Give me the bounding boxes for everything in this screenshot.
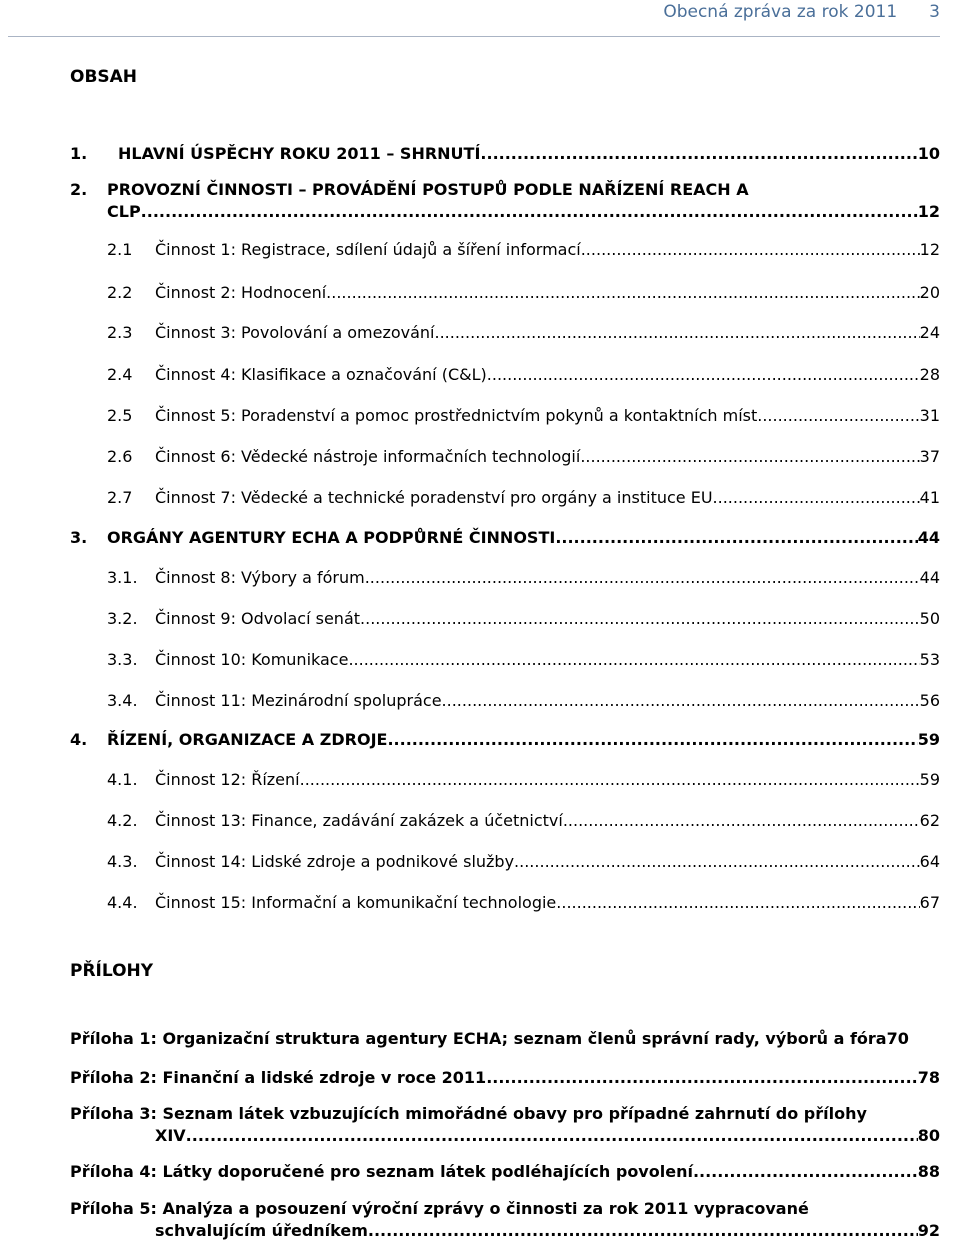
toc-entry-number: 4.2. <box>107 811 138 830</box>
toc-entry-text: Činnost 12: Řízení <box>155 770 300 789</box>
dot-leader <box>556 892 919 914</box>
toc-line <box>107 282 940 304</box>
toc-line <box>107 405 940 427</box>
annex-entry-text-first-line: Příloha 5: Analýza a posouzení výroční zprávy o činnosti za rok 2011 vypracované <box>70 1199 809 1218</box>
page-header <box>663 0 940 26</box>
toc-entry-text: Činnost 3: Povolování a omezování <box>155 323 435 342</box>
toc-entry-page: 44 <box>917 528 940 547</box>
toc-entry-page: 41 <box>919 488 940 507</box>
toc-entry-number: 4.1. <box>107 770 138 789</box>
toc-line <box>70 527 940 549</box>
annex-entry-text: Příloha 2: Finanční a lidské zdroje v roce 2011 <box>70 1068 487 1087</box>
toc-entry-page: 62 <box>919 811 940 830</box>
toc-line <box>107 201 940 223</box>
toc-line <box>70 143 940 165</box>
toc-entry-page: 24 <box>919 323 940 342</box>
toc-entry-number: 3. <box>70 528 88 547</box>
dot-leader <box>580 446 919 468</box>
toc-entry-number: 3.2. <box>107 609 138 628</box>
dot-leader <box>442 690 920 712</box>
dot-leader <box>186 1125 918 1147</box>
dot-leader <box>555 527 917 549</box>
toc-entry-page: 64 <box>919 852 940 871</box>
annex-entry-page: 70 <box>886 1029 909 1048</box>
toc-entry-number: 4.3. <box>107 852 138 871</box>
toc-entry-number: 2.7 <box>107 488 133 507</box>
dot-leader <box>581 239 920 261</box>
toc-entry-number: 3.1. <box>107 568 138 587</box>
dot-leader <box>514 851 920 873</box>
toc-entry-page: 59 <box>919 770 940 789</box>
toc-entry-text: Činnost 2: Hodnocení <box>155 283 327 302</box>
toc-entry-page: 67 <box>919 893 940 912</box>
annex-entry-text: Příloha 1: Organizační struktura agentury ECHA; seznam členů správní rady, výborů a fóra <box>70 1029 887 1048</box>
toc-entry-number: 1. <box>70 144 88 163</box>
toc-line <box>107 446 940 468</box>
toc-line <box>107 892 940 914</box>
dot-leader <box>487 364 920 386</box>
toc-title: OBSAH <box>70 67 138 87</box>
toc-line <box>107 239 940 261</box>
toc-entry-text-first-line: PROVOZNÍ ČINNOSTI – PROVÁDĚNÍ POSTUPŮ PODLE NAŘÍZENÍ REACH A <box>107 180 749 199</box>
toc-entry-text: Činnost 4: Klasifikace a označování (C&L) <box>155 365 487 384</box>
dot-leader <box>757 405 919 427</box>
toc-line <box>107 487 940 509</box>
toc-line <box>70 729 940 751</box>
dot-leader <box>365 567 920 589</box>
toc-entry-number: 2.3 <box>107 323 133 342</box>
annex-title: PŘÍLOHY <box>70 961 154 981</box>
toc-entry-number: 2.4 <box>107 365 133 384</box>
toc-entry-number: 3.4. <box>107 691 138 710</box>
toc-line <box>107 769 940 791</box>
toc-entry-text: Činnost 11: Mezinárodní spolupráce <box>155 691 442 710</box>
toc-entry-page: 59 <box>917 730 940 749</box>
annex-line <box>70 1161 940 1183</box>
toc-entry-page: 44 <box>919 568 940 587</box>
toc-entry-number: 2.2 <box>107 283 133 302</box>
dot-leader <box>563 810 920 832</box>
toc-entry-text: Činnost 7: Vědecké a technické poradenství pro orgány a instituce EU <box>155 488 713 507</box>
dot-leader <box>693 1161 918 1183</box>
dot-leader <box>368 1220 918 1242</box>
toc-entry-text: Činnost 15: Informační a komunikační technologie <box>155 893 557 912</box>
annex-entry-text: schvalujícím úředníkem <box>155 1221 368 1240</box>
toc-entry-text: Činnost 13: Finance, zadávání zakázek a účetnictví <box>155 811 563 830</box>
annex-entry-text-first-line: Příloha 3: Seznam látek vzbuzujících mimořádné obavy pro případné zahrnutí do přílohy <box>70 1104 867 1123</box>
toc-entry-text: Činnost 10: Komunikace <box>155 650 349 669</box>
toc-entry-text: Činnost 1: Registrace, sdílení údajů a šíření informací <box>155 240 581 259</box>
toc-entry-number: 2.5 <box>107 406 133 425</box>
dot-leader <box>480 143 917 165</box>
toc-entry-number: 4.4. <box>107 893 138 912</box>
toc-entry-page: 56 <box>919 691 940 710</box>
toc-entry-text: Činnost 5: Poradenství a pomoc prostřednictvím pokynů a kontaktních míst <box>155 406 758 425</box>
toc-entry-number: 3.3. <box>107 650 138 669</box>
toc-line <box>107 364 940 386</box>
dot-leader <box>360 608 920 630</box>
dot-leader <box>486 1067 918 1089</box>
dot-leader <box>713 487 920 509</box>
toc-entry-number: 2.1 <box>107 240 133 259</box>
toc-line <box>107 608 940 630</box>
toc-line <box>107 649 940 671</box>
dot-leader <box>326 282 919 304</box>
dot-leader <box>387 729 917 751</box>
header-title: Obecná zpráva za rok 2011 <box>663 2 898 22</box>
toc-entry-page: 20 <box>919 283 940 302</box>
annex-entry-page: 88 <box>917 1162 940 1181</box>
toc-line <box>107 810 940 832</box>
dot-leader <box>300 769 920 791</box>
annex-entry-text: Příloha 4: Látky doporučené pro seznam látek podléhajících povolení <box>70 1162 693 1181</box>
annex-entry-text: XIV <box>155 1126 186 1145</box>
toc-entry-page: 37 <box>919 447 940 466</box>
toc-line <box>107 322 940 344</box>
toc-entry-page: 10 <box>917 144 940 163</box>
header-rule <box>8 36 940 37</box>
toc-entry-text: Činnost 9: Odvolací senát <box>155 609 361 628</box>
toc-entry-page: 28 <box>919 365 940 384</box>
annex-entry-page: 78 <box>917 1068 940 1087</box>
toc-entry-number: 2.6 <box>107 447 133 466</box>
toc-entry-text: HLAVNÍ ÚSPĚCHY ROKU 2011 – SHRNUTÍ <box>118 144 481 163</box>
toc-entry-page: 12 <box>917 202 940 221</box>
annex-line <box>155 1125 940 1147</box>
toc-entry-number: 4. <box>70 730 88 749</box>
toc-entry-text: CLP <box>107 202 141 221</box>
toc-entry-text: Činnost 6: Vědecké nástroje informačních technologií <box>155 447 581 466</box>
toc-line <box>107 567 940 589</box>
toc-entry-page: 12 <box>919 240 940 259</box>
toc-line <box>107 851 940 873</box>
dot-leader <box>348 649 919 671</box>
dot-leader <box>435 322 920 344</box>
toc-entry-page: 31 <box>919 406 940 425</box>
toc-entry-page: 53 <box>919 650 940 669</box>
annex-entry-page: 80 <box>917 1126 940 1145</box>
toc-entry-text: Činnost 14: Lidské zdroje a podnikové služby <box>155 852 515 871</box>
annex-line <box>70 1028 960 1050</box>
annex-line <box>70 1067 940 1089</box>
toc-entry-number: 2. <box>70 180 88 199</box>
toc-entry-text: ŘÍZENÍ, ORGANIZACE A ZDROJE <box>107 730 388 749</box>
dot-leader <box>141 201 918 223</box>
toc-entry-page: 50 <box>919 609 940 628</box>
annex-line <box>155 1220 940 1242</box>
toc-entry-text: ORGÁNY AGENTURY ECHA A PODPŮRNÉ ČINNOSTI <box>107 528 556 547</box>
annex-entry-page: 92 <box>917 1221 940 1240</box>
toc-entry-text: Činnost 8: Výbory a fórum <box>155 568 365 587</box>
header-page-number: 3 <box>929 2 940 22</box>
toc-line <box>107 690 940 712</box>
